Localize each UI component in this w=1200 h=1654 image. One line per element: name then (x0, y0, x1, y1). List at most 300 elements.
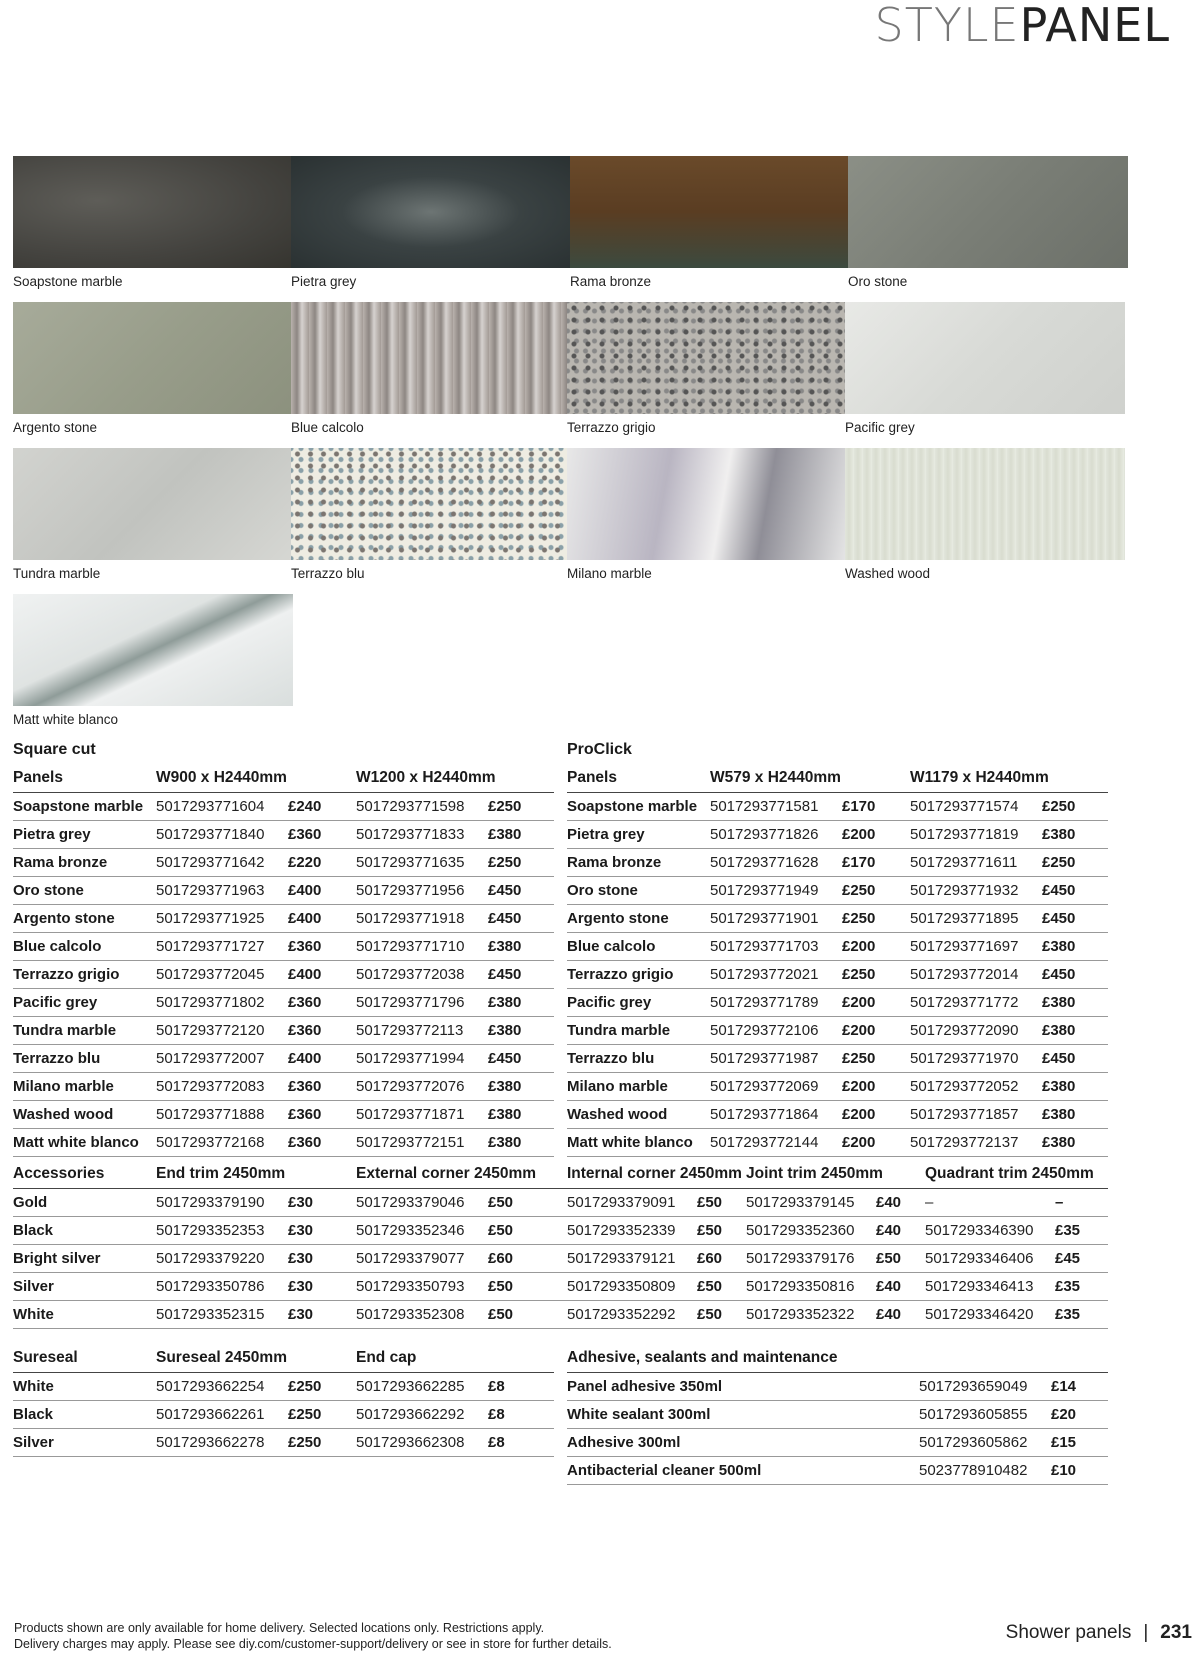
product-code: 5017293771864 (710, 1100, 842, 1128)
table-row (13, 876, 554, 904)
table-row (13, 1016, 554, 1044)
swatch-pacific-grey (845, 302, 1125, 435)
product-price: £360 (288, 1072, 356, 1100)
col-header-joint-trim: Joint trim 2450mm (746, 1160, 925, 1188)
table-row (567, 1072, 1108, 1100)
product-code: 5017293346390 (925, 1216, 1055, 1244)
product-price: £450 (488, 876, 554, 904)
product-name: Washed wood (567, 1100, 710, 1128)
product-name: Terrazzo blu (13, 1044, 156, 1072)
col-header-w1200: W1200 x H2440mm (356, 764, 554, 792)
product-code: 5017293772144 (710, 1128, 842, 1156)
product-name: Soapstone marble (567, 792, 710, 820)
table-row (567, 1372, 1108, 1400)
page-number: 231 (1160, 1622, 1192, 1643)
col-header-w1179: W1179 x H2440mm (910, 764, 1108, 792)
product-code: 5017293379190 (156, 1188, 288, 1216)
product-code: 5017293350816 (746, 1272, 876, 1300)
col-header-internal-corner: Internal corner 2450mm (567, 1160, 746, 1188)
product-price: £400 (288, 904, 356, 932)
product-code: 5017293771871 (356, 1100, 488, 1128)
product-name: Milano marble (567, 1072, 710, 1100)
table-row (567, 820, 1108, 848)
product-code: 5017293771932 (910, 876, 1042, 904)
product-name: Pacific grey (13, 988, 156, 1016)
brand-logo (874, 0, 1170, 52)
product-code: 5017293605862 (919, 1428, 1051, 1456)
swatch-label: Blue calcolo (291, 420, 364, 435)
product-price: £380 (1042, 988, 1108, 1016)
table-row (13, 848, 554, 876)
product-code: 5017293350793 (356, 1272, 488, 1300)
product-price: £360 (288, 932, 356, 960)
page-footer (1006, 1622, 1192, 1644)
table-row (13, 932, 554, 960)
product-name: Antibacterial cleaner 500ml (567, 1456, 919, 1484)
product-code: 5017293772007 (156, 1044, 288, 1072)
table-row (13, 1128, 554, 1156)
product-price: £200 (842, 1128, 910, 1156)
product-code: 5017293379046 (356, 1188, 488, 1216)
section-title: Sureseal (13, 1344, 156, 1372)
product-price: £50 (697, 1216, 746, 1244)
product-code: 5017293771819 (910, 820, 1042, 848)
product-code: 5017293772168 (156, 1128, 288, 1156)
product-code: 5017293352308 (356, 1300, 488, 1328)
product-code: 5017293662285 (356, 1372, 488, 1400)
delivery-note (14, 1620, 612, 1652)
product-code: 5017293772045 (156, 960, 288, 988)
product-price: £360 (288, 820, 356, 848)
table-row (13, 904, 554, 932)
product-price: £380 (1042, 1100, 1108, 1128)
product-name: Blue calcolo (567, 932, 710, 960)
product-price: £30 (288, 1300, 356, 1328)
product-code: 5017293771598 (356, 792, 488, 820)
product-price: £360 (288, 1100, 356, 1128)
product-code: 5017293346413 (925, 1272, 1055, 1300)
product-price: £360 (288, 988, 356, 1016)
product-code: 5017293772052 (910, 1072, 1042, 1100)
product-code: 5017293771840 (156, 820, 288, 848)
table-row (13, 1216, 1108, 1244)
product-code: 5017293352346 (356, 1216, 488, 1244)
product-code: 5017293771802 (156, 988, 288, 1016)
product-code: 5017293352292 (567, 1300, 697, 1328)
table-row (567, 1044, 1108, 1072)
swatch-terrazzo-blu (291, 448, 571, 581)
col-header-w579: W579 x H2440mm (710, 764, 910, 792)
product-price: £250 (1042, 792, 1108, 820)
product-price: £240 (288, 792, 356, 820)
swatch-image (848, 156, 1128, 268)
table-row (13, 1300, 1108, 1328)
product-name: White (13, 1372, 156, 1400)
table-row (13, 1428, 554, 1456)
product-price: £20 (1051, 1400, 1108, 1428)
product-code: 5017293771727 (156, 932, 288, 960)
delivery-note-line1: Products shown are only available for home delivery. Selected locations only. Restrictions apply. (14, 1621, 545, 1635)
swatch-image (567, 302, 847, 414)
product-name: Argento stone (13, 904, 156, 932)
product-name: Silver (13, 1272, 156, 1300)
product-name: Terrazzo blu (567, 1044, 710, 1072)
product-price: £170 (842, 792, 910, 820)
product-code: 5017293771628 (710, 848, 842, 876)
table-row (13, 960, 554, 988)
swatch-image (291, 302, 571, 414)
product-price: £40 (876, 1300, 925, 1328)
table-row (13, 792, 554, 820)
product-name: Milano marble (13, 1072, 156, 1100)
product-name: Soapstone marble (13, 792, 156, 820)
product-price: £380 (488, 1128, 554, 1156)
product-price: £450 (1042, 1044, 1108, 1072)
product-price: £380 (488, 988, 554, 1016)
product-code: 5017293352315 (156, 1300, 288, 1328)
swatch-tundra-marble (13, 448, 293, 581)
table-row (13, 1100, 554, 1128)
product-code: 5017293771611 (910, 848, 1042, 876)
swatch-image (845, 448, 1125, 560)
product-code: 5017293772069 (710, 1072, 842, 1100)
product-price: £250 (288, 1400, 356, 1428)
product-code: 5017293662308 (356, 1428, 488, 1456)
table-row (13, 820, 554, 848)
product-price: £380 (1042, 1072, 1108, 1100)
product-price: £450 (1042, 960, 1108, 988)
product-price: £50 (488, 1272, 567, 1300)
brand-light: STYLE (874, 0, 1020, 52)
product-code: 5017293771703 (710, 932, 842, 960)
swatch-label: Tundra marble (13, 566, 101, 581)
product-name: White sealant 300ml (567, 1400, 919, 1428)
table-row (567, 792, 1108, 820)
product-code: 5017293379077 (356, 1244, 488, 1272)
col-header-external-corner: External corner 2450mm (356, 1160, 567, 1188)
product-code: 5017293771970 (910, 1044, 1042, 1072)
table-row (13, 1072, 554, 1100)
table-row (13, 988, 554, 1016)
product-price: £360 (288, 1128, 356, 1156)
product-code: 5017293379091 (567, 1188, 697, 1216)
product-code: 5017293379220 (156, 1244, 288, 1272)
product-code: 5017293352322 (746, 1300, 876, 1328)
table-row (567, 932, 1108, 960)
swatch-milano-marble (567, 448, 847, 581)
product-price: £200 (842, 820, 910, 848)
product-code: 5017293771710 (356, 932, 488, 960)
delivery-note-line2: Delivery charges may apply. Please see diy.com/customer-support/delivery or see in store for further details. (14, 1637, 612, 1651)
product-price: £400 (288, 876, 356, 904)
product-name: Blue calcolo (13, 932, 156, 960)
product-price: £50 (488, 1216, 567, 1244)
proclick-table (567, 736, 1108, 1157)
product-code: 5023778910482 (919, 1456, 1051, 1484)
product-code: 5017293772076 (356, 1072, 488, 1100)
product-name: Pietra grey (13, 820, 156, 848)
product-code: 5017293352360 (746, 1216, 876, 1244)
product-code: 5017293772090 (910, 1016, 1042, 1044)
product-name: Rama bronze (13, 848, 156, 876)
brand-bold: PANEL (1019, 0, 1170, 52)
product-name: Terrazzo grigio (13, 960, 156, 988)
product-price: £380 (488, 1016, 554, 1044)
product-code: 5017293772014 (910, 960, 1042, 988)
product-price: £50 (488, 1188, 567, 1216)
product-price: £45 (1055, 1244, 1108, 1272)
swatch-image (567, 448, 847, 560)
product-code: 5017293772021 (710, 960, 842, 988)
table-row (567, 1428, 1108, 1456)
product-price: £50 (697, 1272, 746, 1300)
product-code: – (925, 1188, 1055, 1216)
table-row (567, 1016, 1108, 1044)
swatch-label: Pietra grey (291, 274, 357, 289)
product-name: Tundra marble (13, 1016, 156, 1044)
swatch-pietra-grey (291, 156, 571, 289)
product-code: 5017293771796 (356, 988, 488, 1016)
section-title: Square cut (13, 741, 96, 758)
product-code: 5017293771994 (356, 1044, 488, 1072)
swatch-image (13, 156, 293, 268)
product-code: 5017293771642 (156, 848, 288, 876)
product-price: £380 (1042, 1016, 1108, 1044)
product-price: £220 (288, 848, 356, 876)
product-code: 5017293771581 (710, 792, 842, 820)
product-price: £50 (876, 1244, 925, 1272)
product-name: Black (13, 1400, 156, 1428)
product-code: 5017293605855 (919, 1400, 1051, 1428)
product-name: White (13, 1300, 156, 1328)
product-code: 5017293771604 (156, 792, 288, 820)
col-header-panels: Panels (567, 764, 710, 792)
accessories-table (13, 1160, 1108, 1329)
product-price: £200 (842, 988, 910, 1016)
table-row (13, 1244, 1108, 1272)
swatch-argento-stone (13, 302, 293, 435)
product-code: 5017293771888 (156, 1100, 288, 1128)
section-title: Adhesive, sealants and maintenance (567, 1344, 1108, 1372)
product-price: £30 (288, 1272, 356, 1300)
col-header-quadrant-trim: Quadrant trim 2450mm (925, 1160, 1108, 1188)
product-name: Pacific grey (567, 988, 710, 1016)
product-price: £40 (876, 1188, 925, 1216)
product-price: £10 (1051, 1456, 1108, 1484)
product-code: 5017293379176 (746, 1244, 876, 1272)
product-price: £450 (1042, 876, 1108, 904)
product-code: 5017293772120 (156, 1016, 288, 1044)
product-code: 5017293771833 (356, 820, 488, 848)
swatch-label: Pacific grey (845, 420, 915, 435)
table-row (567, 1456, 1108, 1484)
product-code: 5017293771697 (910, 932, 1042, 960)
product-price: £250 (288, 1372, 356, 1400)
product-name: Washed wood (13, 1100, 156, 1128)
product-price: £50 (697, 1300, 746, 1328)
product-code: 5017293662278 (156, 1428, 288, 1456)
swatch-image (291, 156, 571, 268)
product-price: £200 (842, 1100, 910, 1128)
product-price: £30 (288, 1216, 356, 1244)
product-code: 5017293772151 (356, 1128, 488, 1156)
product-code: 5017293771918 (356, 904, 488, 932)
product-price: £380 (488, 1072, 554, 1100)
product-code: 5017293771826 (710, 820, 842, 848)
section-title: ProClick (567, 741, 632, 758)
product-code: 5017293659049 (919, 1372, 1051, 1400)
product-price: £250 (842, 1044, 910, 1072)
product-code: 5017293771963 (156, 876, 288, 904)
swatch-matt-white-blanco (13, 594, 293, 727)
product-price: £50 (488, 1300, 567, 1328)
table-row (13, 1372, 554, 1400)
swatch-label: Washed wood (845, 566, 931, 581)
product-code: 5017293379121 (567, 1244, 697, 1272)
product-code: 5017293771574 (910, 792, 1042, 820)
product-code: 5017293771949 (710, 876, 842, 904)
table-row (567, 876, 1108, 904)
product-price: £380 (488, 1100, 554, 1128)
table-row (567, 1100, 1108, 1128)
product-name: Rama bronze (567, 848, 710, 876)
product-code: 5017293771635 (356, 848, 488, 876)
product-code: 5017293346406 (925, 1244, 1055, 1272)
product-name: Pietra grey (567, 820, 710, 848)
table-row (13, 1044, 554, 1072)
swatch-label: Milano marble (567, 566, 652, 581)
table-row (13, 1400, 554, 1428)
product-price: £380 (488, 820, 554, 848)
col-header-sureseal: Sureseal 2450mm (156, 1344, 356, 1372)
swatch-soapstone-marble (13, 156, 293, 289)
product-name: Bright silver (13, 1244, 156, 1272)
adhesive-table (567, 1344, 1108, 1485)
product-name: Argento stone (567, 904, 710, 932)
section-name: Shower panels (1005, 1622, 1132, 1643)
swatch-label: Argento stone (13, 420, 98, 435)
product-code: 5017293772083 (156, 1072, 288, 1100)
swatch-label: Matt white blanco (13, 712, 119, 727)
product-code: 5017293346420 (925, 1300, 1055, 1328)
table-row (567, 960, 1108, 988)
swatch-image (570, 156, 850, 268)
product-code: 5017293771956 (356, 876, 488, 904)
col-header-end-cap: End cap (356, 1344, 554, 1372)
table-row (567, 1128, 1108, 1156)
col-header-end-trim: End trim 2450mm (156, 1160, 356, 1188)
section-title: Accessories (13, 1160, 156, 1188)
product-price: – (1055, 1188, 1108, 1216)
swatch-image (13, 302, 293, 414)
product-price: £250 (1042, 848, 1108, 876)
product-code: 5017293379145 (746, 1188, 876, 1216)
product-price: £250 (488, 848, 554, 876)
swatch-image (13, 448, 293, 560)
product-price: £450 (1042, 904, 1108, 932)
product-code: 5017293771789 (710, 988, 842, 1016)
footer-separator: | (1143, 1622, 1149, 1643)
product-price: £250 (842, 904, 910, 932)
product-code: 5017293352353 (156, 1216, 288, 1244)
product-price: £380 (1042, 1128, 1108, 1156)
product-name: Terrazzo grigio (567, 960, 710, 988)
swatch-washed-wood (845, 448, 1125, 581)
product-price: £8 (488, 1428, 554, 1456)
product-price: £250 (488, 792, 554, 820)
swatch-image (291, 448, 571, 560)
sureseal-table (13, 1344, 554, 1457)
product-price: £250 (842, 960, 910, 988)
product-name: Matt white blanco (567, 1128, 710, 1156)
product-name: Black (13, 1216, 156, 1244)
product-price: £360 (288, 1016, 356, 1044)
product-name: Silver (13, 1428, 156, 1456)
product-code: 5017293772113 (356, 1016, 488, 1044)
product-price: £450 (488, 960, 554, 988)
product-price: £200 (842, 1016, 910, 1044)
swatch-terrazzo-grigio (567, 302, 847, 435)
table-row (13, 1188, 1108, 1216)
table-row (567, 904, 1108, 932)
product-name: Oro stone (13, 876, 156, 904)
product-price: £30 (288, 1188, 356, 1216)
swatch-label: Terrazzo blu (291, 566, 365, 581)
product-code: 5017293771925 (156, 904, 288, 932)
swatch-image (13, 594, 293, 706)
product-price: £170 (842, 848, 910, 876)
table-row (567, 1400, 1108, 1428)
product-price: £250 (288, 1428, 356, 1456)
product-price: £450 (488, 1044, 554, 1072)
product-price: £450 (488, 904, 554, 932)
product-price: £14 (1051, 1372, 1108, 1400)
product-name: Matt white blanco (13, 1128, 156, 1156)
product-price: £400 (288, 960, 356, 988)
product-price: £35 (1055, 1216, 1108, 1244)
swatch-oro-stone (848, 156, 1128, 289)
product-price: £50 (697, 1188, 746, 1216)
product-price: £35 (1055, 1300, 1108, 1328)
product-price: £200 (842, 1072, 910, 1100)
table-row (13, 1272, 1108, 1300)
product-name: Oro stone (567, 876, 710, 904)
product-code: 5017293771772 (910, 988, 1042, 1016)
product-price: £40 (876, 1272, 925, 1300)
swatch-blue-calcolo (291, 302, 571, 435)
table-row (567, 848, 1108, 876)
swatch-label: Soapstone marble (13, 274, 123, 289)
product-price: £8 (488, 1400, 554, 1428)
product-price: £250 (842, 876, 910, 904)
swatch-label: Terrazzo grigio (567, 420, 656, 435)
product-code: 5017293662292 (356, 1400, 488, 1428)
product-code: 5017293352339 (567, 1216, 697, 1244)
col-header-panels: Panels (13, 764, 156, 792)
product-code: 5017293771901 (710, 904, 842, 932)
product-price: £200 (842, 932, 910, 960)
product-price: £15 (1051, 1428, 1108, 1456)
product-code: 5017293662261 (156, 1400, 288, 1428)
product-price: £60 (697, 1244, 746, 1272)
product-price: £380 (488, 932, 554, 960)
product-price: £8 (488, 1372, 554, 1400)
product-code: 5017293772106 (710, 1016, 842, 1044)
product-code: 5017293772137 (910, 1128, 1042, 1156)
product-name: Gold (13, 1188, 156, 1216)
product-price: £380 (1042, 932, 1108, 960)
product-name: Panel adhesive 350ml (567, 1372, 919, 1400)
